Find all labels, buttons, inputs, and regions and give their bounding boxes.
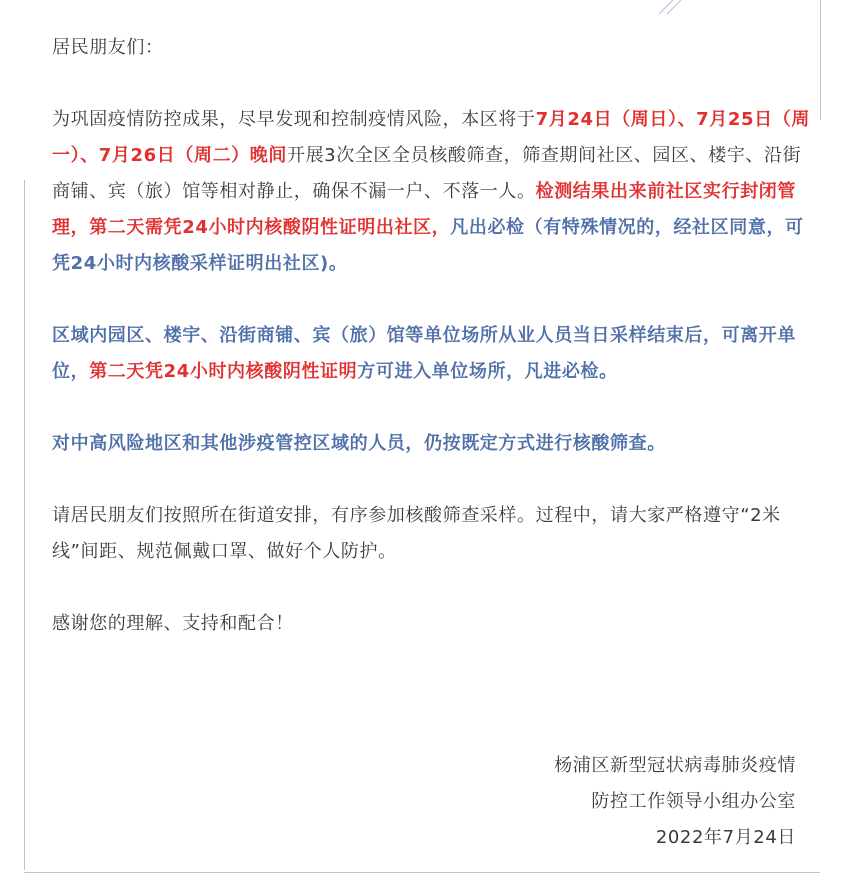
workplace-entry-rule: 方可进入单位场所，凡进必检。 (357, 361, 618, 382)
signature-org-line1: 杨浦区新型冠状病毒肺炎疫情 (554, 755, 796, 776)
schedule-intro: 为巩固疫情防控成果，尽早发现和控制疫情风险，本区将于 (52, 109, 536, 130)
schedule-dates: 7月24日（周日）、7月25日（周一）、7月26日（周二）晚间 (52, 109, 810, 166)
paragraph-schedule (52, 102, 812, 282)
workplace-proof: 第二天凭24小时内核酸阴性证明 (89, 361, 358, 382)
workplace-intro: 区域内园区、楼宇、沿街商铺、宾（旅）馆等单位场所从业人员当日采样结束后，可离开单位， (52, 325, 796, 382)
signature-date: 2022年7月24日 (655, 827, 796, 848)
frame-border-bottom (24, 872, 820, 873)
signature-block (554, 748, 796, 856)
frame-border-right (820, 0, 821, 120)
paragraph-risk-areas: 对中高风险地区和其他涉疫管控区域的人员，仍按既定方式进行核酸筛查。 (52, 433, 666, 454)
paragraph-workplace (52, 318, 812, 390)
notice-body (52, 30, 812, 642)
frame-border-left (24, 180, 25, 870)
paragraph-thanks: 感谢您的理解、支持和配合！ (52, 613, 294, 634)
corner-stripes-decoration (655, 0, 705, 14)
lockdown-rule: 检测结果出来前社区实行封闭管理，第二天需凭24小时内核酸阴性证明出社区， (52, 181, 797, 238)
schedule-details: 开展3次全区全员核酸筛查，筛查期间社区、园区、楼宇、沿街商铺、宾（旅）馆等相对静止，确保不漏一户、不落一人。 (52, 145, 802, 202)
paragraph-instructions: 请居民朋友们按照所在街道安排，有序参加核酸筛查采样。过程中，请大家严格遵守“2米线”间距、规范佩戴口罩、做好个人防护。 (52, 505, 781, 562)
exit-check-rule: 凡出必检（有特殊情况的，经社区同意，可凭24小时内核酸采样证明出社区)。 (52, 217, 804, 274)
signature-org-line2: 防控工作领导小组办公室 (591, 791, 796, 812)
greeting: 居民朋友们： (52, 37, 164, 58)
